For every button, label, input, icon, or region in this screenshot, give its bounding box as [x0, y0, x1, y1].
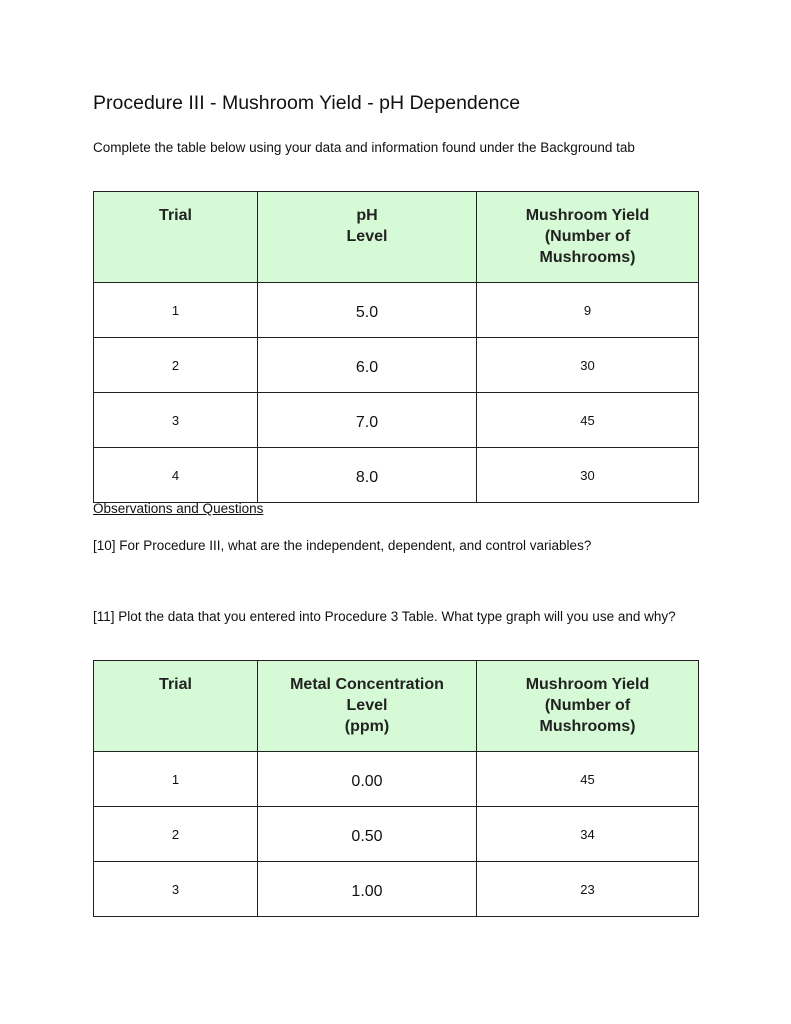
- cell-trial: 3: [94, 862, 258, 917]
- observations-heading: Observations and Questions: [93, 501, 264, 516]
- table-row: [94, 862, 699, 917]
- header-ph-line1: pH: [356, 207, 378, 224]
- header-trial: [94, 192, 258, 283]
- cell-metal: 1.00: [258, 862, 477, 917]
- header-yield-line1: Mushroom Yield: [525, 676, 650, 693]
- cell-yield: 45: [477, 393, 699, 448]
- table-row: [94, 393, 699, 448]
- header-yield-line3: Mushrooms): [539, 249, 636, 266]
- table-row: [94, 448, 699, 503]
- intro-text: Complete the table below using your data and information found under the Background tab: [93, 140, 635, 155]
- header-yield-line1: Mushroom Yield: [525, 207, 650, 224]
- header-metal-line1: Metal Concentration: [290, 676, 444, 693]
- table-row: [94, 283, 699, 338]
- header-yield-line2: (Number of: [544, 228, 631, 245]
- header-trial-label: Trial: [159, 207, 192, 224]
- table-row: [94, 807, 699, 862]
- table-header-row: [94, 192, 699, 283]
- header-mushroom-yield: [477, 661, 699, 752]
- table-row: [94, 338, 699, 393]
- header-metal-line2: Level: [346, 697, 388, 714]
- header-ph-line2: Level: [346, 228, 388, 245]
- question-11: [11] Plot the data that you entered into Procedure 3 Table. What type graph will you use and why?: [93, 609, 676, 624]
- header-trial: [94, 661, 258, 752]
- cell-ph: 5.0: [258, 283, 477, 338]
- cell-trial: 2: [94, 338, 258, 393]
- cell-yield: 34: [477, 807, 699, 862]
- page-title: Procedure III - Mushroom Yield - pH Dependence: [93, 92, 521, 114]
- cell-yield: 30: [477, 448, 699, 503]
- cell-ph: 8.0: [258, 448, 477, 503]
- cell-yield: 30: [477, 338, 699, 393]
- table-header-row: [94, 661, 699, 752]
- cell-yield: 23: [477, 862, 699, 917]
- cell-trial: 1: [94, 752, 258, 807]
- header-trial-label: Trial: [159, 676, 192, 693]
- question-10: [10] For Procedure III, what are the independent, dependent, and control variables?: [93, 538, 592, 553]
- ph-table: [93, 191, 699, 503]
- cell-trial: 2: [94, 807, 258, 862]
- cell-yield: 9: [477, 283, 699, 338]
- cell-trial: 4: [94, 448, 258, 503]
- table-row: [94, 752, 699, 807]
- header-yield-line3: Mushrooms): [539, 718, 636, 735]
- header-yield-line2: (Number of: [544, 697, 631, 714]
- header-metal-line3: (ppm): [344, 718, 390, 735]
- header-metal-concentration: [258, 661, 477, 752]
- header-ph-level: [258, 192, 477, 283]
- cell-trial: 1: [94, 283, 258, 338]
- cell-metal: 0.50: [258, 807, 477, 862]
- cell-ph: 6.0: [258, 338, 477, 393]
- cell-metal: 0.00: [258, 752, 477, 807]
- metal-concentration-table: [93, 660, 699, 917]
- header-mushroom-yield: [477, 192, 699, 283]
- cell-yield: 45: [477, 752, 699, 807]
- cell-ph: 7.0: [258, 393, 477, 448]
- cell-trial: 3: [94, 393, 258, 448]
